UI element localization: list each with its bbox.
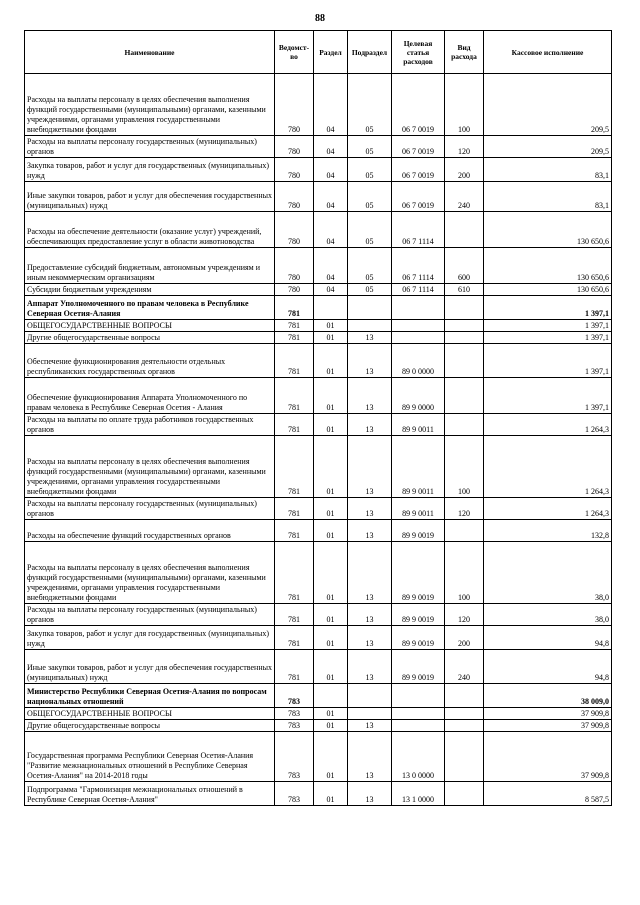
- cell-amount: 37 909,8: [484, 720, 612, 732]
- cell-target: [392, 296, 445, 320]
- cell-subsection: 13: [348, 626, 392, 650]
- cell-type: 200: [445, 158, 484, 182]
- cell-section: 01: [314, 414, 348, 436]
- table-row: [25, 284, 612, 296]
- cell-section: 01: [314, 720, 348, 732]
- cell-target: 06 7 0019: [392, 158, 445, 182]
- cell-amount: 37 909,8: [484, 708, 612, 720]
- cell-section: 04: [314, 74, 348, 136]
- cell-subsection: 05: [348, 212, 392, 248]
- budget-execution-table: [24, 30, 612, 806]
- cell-dept: 780: [275, 248, 314, 284]
- cell-type: [445, 332, 484, 344]
- cell-amount: 130 650,6: [484, 248, 612, 284]
- cell-amount: 1 264,3: [484, 414, 612, 436]
- cell-section: 04: [314, 136, 348, 158]
- cell-name: Аппарат Уполномоченного по правам человека в Республике Северная Осетия-Алания: [25, 296, 275, 320]
- cell-subsection: 13: [348, 720, 392, 732]
- cell-target: [392, 708, 445, 720]
- cell-subsection: 13: [348, 436, 392, 498]
- table-row: [25, 378, 612, 414]
- cell-name: Расходы на выплаты персоналу государственных (муниципальных) органов: [25, 498, 275, 520]
- cell-section: 01: [314, 732, 348, 782]
- cell-subsection: 13: [348, 520, 392, 542]
- cell-name: Подпрограмма "Гармонизация межнациональных отношений в Республике Северная Осетия-Алания": [25, 782, 275, 806]
- cell-section: [314, 296, 348, 320]
- table-row: [25, 414, 612, 436]
- cell-type: 610: [445, 284, 484, 296]
- cell-dept: 781: [275, 498, 314, 520]
- header-target: Целевая статья расходов: [392, 31, 445, 74]
- cell-amount: 1 397,1: [484, 296, 612, 320]
- cell-subsection: 13: [348, 650, 392, 684]
- cell-section: 04: [314, 248, 348, 284]
- cell-target: [392, 720, 445, 732]
- cell-amount: 1 397,1: [484, 344, 612, 378]
- cell-section: 01: [314, 708, 348, 720]
- cell-dept: 781: [275, 650, 314, 684]
- cell-name: Другие общегосударственные вопросы: [25, 332, 275, 344]
- cell-amount: 1 397,1: [484, 320, 612, 332]
- cell-amount: 38 009,0: [484, 684, 612, 708]
- cell-section: 01: [314, 520, 348, 542]
- cell-type: [445, 732, 484, 782]
- cell-subsection: 05: [348, 248, 392, 284]
- cell-amount: 130 650,6: [484, 284, 612, 296]
- cell-dept: 781: [275, 332, 314, 344]
- table-row: [25, 498, 612, 520]
- cell-dept: 780: [275, 158, 314, 182]
- cell-section: 01: [314, 782, 348, 806]
- cell-target: 06 7 0019: [392, 182, 445, 212]
- table-row: [25, 720, 612, 732]
- cell-dept: 783: [275, 720, 314, 732]
- cell-type: 240: [445, 182, 484, 212]
- cell-subsection: [348, 684, 392, 708]
- cell-target: 89 9 0019: [392, 626, 445, 650]
- cell-name: ОБЩЕГОСУДАРСТВЕННЫЕ ВОПРОСЫ: [25, 320, 275, 332]
- cell-target: 89 9 0011: [392, 498, 445, 520]
- cell-subsection: 13: [348, 782, 392, 806]
- cell-type: [445, 212, 484, 248]
- table-row: [25, 650, 612, 684]
- cell-amount: 209,5: [484, 74, 612, 136]
- cell-target: 89 9 0011: [392, 436, 445, 498]
- cell-section: 01: [314, 650, 348, 684]
- cell-type: 200: [445, 626, 484, 650]
- header-name: Наименование: [25, 31, 275, 74]
- cell-dept: 781: [275, 414, 314, 436]
- cell-name: Государственная программа Республики Северная Осетия-Алания "Развитие межнациональных отношений в Республике Северная Осетия-Алания" на 2014-2018 годы: [25, 732, 275, 782]
- cell-amount: 38,0: [484, 542, 612, 604]
- cell-target: 13 0 0000: [392, 732, 445, 782]
- cell-name: Расходы на выплаты персоналу в целях обеспечения выполнения функций государственными (муниципальными) органами, казенными учреждениями, органами управления государственными внебюджетными фондами: [25, 436, 275, 498]
- cell-subsection: 05: [348, 74, 392, 136]
- table-row: [25, 542, 612, 604]
- table-row: [25, 182, 612, 212]
- cell-dept: 781: [275, 378, 314, 414]
- cell-name: ОБЩЕГОСУДАРСТВЕННЫЕ ВОПРОСЫ: [25, 708, 275, 720]
- cell-type: 240: [445, 650, 484, 684]
- cell-section: 04: [314, 182, 348, 212]
- cell-dept: 781: [275, 344, 314, 378]
- cell-name: Министерство Республики Северная Осетия-Алания по вопросам национальных отношений: [25, 684, 275, 708]
- cell-name: Субсидии бюджетным учреждениям: [25, 284, 275, 296]
- table-row: [25, 332, 612, 344]
- cell-dept: 781: [275, 320, 314, 332]
- table-row: [25, 604, 612, 626]
- cell-type: [445, 520, 484, 542]
- cell-subsection: 13: [348, 378, 392, 414]
- cell-name: Расходы на обеспечение функций государственных органов: [25, 520, 275, 542]
- cell-name: Расходы на обеспечение деятельности (оказание услуг) учреждений, обеспечивающих предоставление услуг в области животноводства: [25, 212, 275, 248]
- cell-dept: 781: [275, 436, 314, 498]
- header-dept: Ведомст-во: [275, 31, 314, 74]
- cell-target: 06 7 1114: [392, 284, 445, 296]
- cell-type: [445, 344, 484, 378]
- cell-dept: 780: [275, 74, 314, 136]
- header-amount: Кассовое исполнение: [484, 31, 612, 74]
- cell-target: 06 7 0019: [392, 74, 445, 136]
- cell-subsection: 05: [348, 136, 392, 158]
- cell-name: Расходы на выплаты персоналу в целях обеспечения выполнения функций государственными (муниципальными) органами, казенными учреждениями, органами управления государственными внебюджетными фондами: [25, 74, 275, 136]
- cell-target: [392, 332, 445, 344]
- header-type: Вид расхода: [445, 31, 484, 74]
- cell-subsection: 13: [348, 542, 392, 604]
- table-body: [25, 74, 612, 806]
- cell-name: Другие общегосударственные вопросы: [25, 720, 275, 732]
- cell-target: 89 0 0000: [392, 344, 445, 378]
- cell-amount: 94,8: [484, 650, 612, 684]
- cell-target: 06 7 1114: [392, 248, 445, 284]
- cell-subsection: 13: [348, 344, 392, 378]
- cell-name: Расходы на выплаты персоналу государственных (муниципальных) органов: [25, 604, 275, 626]
- cell-amount: 209,5: [484, 136, 612, 158]
- table-row: [25, 344, 612, 378]
- cell-type: [445, 782, 484, 806]
- cell-type: [445, 414, 484, 436]
- cell-section: 01: [314, 344, 348, 378]
- cell-name: Расходы на выплаты по оплате труда работников государственных органов: [25, 414, 275, 436]
- page-number: 88: [315, 13, 325, 24]
- cell-subsection: 05: [348, 284, 392, 296]
- table-row: [25, 74, 612, 136]
- cell-type: 120: [445, 604, 484, 626]
- cell-name: Расходы на выплаты персоналу в целях обеспечения выполнения функций государственными (муниципальными) органами, казенными учреждениями, органами управления государственными внебюджетными фондами: [25, 542, 275, 604]
- cell-dept: 783: [275, 782, 314, 806]
- cell-subsection: 05: [348, 182, 392, 212]
- table-row: [25, 436, 612, 498]
- cell-target: 89 9 0019: [392, 520, 445, 542]
- cell-target: 06 7 1114: [392, 212, 445, 248]
- table-row: [25, 684, 612, 708]
- cell-target: 89 9 0019: [392, 542, 445, 604]
- cell-name: Предоставление субсидий бюджетным, автономным учреждениям и иным некоммерческим организациям: [25, 248, 275, 284]
- cell-target: 13 1 0000: [392, 782, 445, 806]
- header-section: Раздел: [314, 31, 348, 74]
- cell-target: 89 9 0019: [392, 604, 445, 626]
- cell-type: [445, 684, 484, 708]
- table-row: [25, 136, 612, 158]
- cell-name: Расходы на выплаты персоналу государственных (муниципальных) органов: [25, 136, 275, 158]
- table-row: [25, 732, 612, 782]
- cell-dept: 781: [275, 542, 314, 604]
- table-row: [25, 708, 612, 720]
- cell-section: [314, 684, 348, 708]
- cell-subsection: 13: [348, 332, 392, 344]
- cell-subsection: 13: [348, 414, 392, 436]
- cell-amount: 1 264,3: [484, 498, 612, 520]
- cell-section: 04: [314, 284, 348, 296]
- cell-target: 89 9 0019: [392, 650, 445, 684]
- cell-target: 06 7 0019: [392, 136, 445, 158]
- cell-amount: 37 909,8: [484, 732, 612, 782]
- cell-type: 100: [445, 436, 484, 498]
- cell-dept: 783: [275, 732, 314, 782]
- cell-section: 01: [314, 542, 348, 604]
- cell-dept: 780: [275, 284, 314, 296]
- cell-dept: 780: [275, 212, 314, 248]
- cell-type: [445, 320, 484, 332]
- cell-subsection: [348, 320, 392, 332]
- table-header-row: [25, 31, 612, 74]
- cell-amount: 130 650,6: [484, 212, 612, 248]
- cell-name: Обеспечение функционирования Аппарата Уполномоченного по правам человека в Республике Северная Осетия - Алания: [25, 378, 275, 414]
- cell-dept: 781: [275, 296, 314, 320]
- cell-amount: 94,8: [484, 626, 612, 650]
- cell-type: 100: [445, 542, 484, 604]
- cell-section: 01: [314, 320, 348, 332]
- cell-name: Закупка товаров, работ и услуг для государственных (муниципальных) нужд: [25, 626, 275, 650]
- cell-section: 01: [314, 332, 348, 344]
- table-row: [25, 212, 612, 248]
- cell-dept: 783: [275, 684, 314, 708]
- cell-type: 120: [445, 136, 484, 158]
- cell-subsection: 05: [348, 158, 392, 182]
- cell-subsection: 13: [348, 498, 392, 520]
- cell-dept: 781: [275, 626, 314, 650]
- table-row: [25, 296, 612, 320]
- table-row: [25, 158, 612, 182]
- cell-amount: 8 587,5: [484, 782, 612, 806]
- cell-name: Иные закупки товаров, работ и услуг для обеспечения государственных (муниципальных) нужд: [25, 650, 275, 684]
- cell-subsection: [348, 708, 392, 720]
- cell-section: 01: [314, 436, 348, 498]
- cell-type: [445, 720, 484, 732]
- cell-dept: 780: [275, 182, 314, 212]
- cell-name: Обеспечение функционирования деятельности отдельных республиканских государственных органов: [25, 344, 275, 378]
- table-row: [25, 248, 612, 284]
- cell-amount: 38,0: [484, 604, 612, 626]
- cell-section: 01: [314, 604, 348, 626]
- table-row: [25, 626, 612, 650]
- cell-type: 100: [445, 74, 484, 136]
- cell-section: 01: [314, 498, 348, 520]
- cell-section: 01: [314, 378, 348, 414]
- table-row: [25, 520, 612, 542]
- cell-dept: 783: [275, 708, 314, 720]
- cell-subsection: [348, 296, 392, 320]
- cell-section: 04: [314, 158, 348, 182]
- cell-section: 01: [314, 626, 348, 650]
- cell-amount: 132,8: [484, 520, 612, 542]
- cell-type: 120: [445, 498, 484, 520]
- cell-target: [392, 320, 445, 332]
- cell-type: [445, 708, 484, 720]
- cell-subsection: 13: [348, 604, 392, 626]
- cell-dept: 781: [275, 604, 314, 626]
- cell-dept: 780: [275, 136, 314, 158]
- cell-target: 89 9 0011: [392, 414, 445, 436]
- header-subsection: Подраздел: [348, 31, 392, 74]
- cell-target: 89 9 0000: [392, 378, 445, 414]
- cell-name: Закупка товаров, работ и услуг для государственных (муниципальных) нужд: [25, 158, 275, 182]
- cell-type: [445, 296, 484, 320]
- cell-name: Иные закупки товаров, работ и услуг для обеспечения государственных (муниципальных) нужд: [25, 182, 275, 212]
- cell-amount: 1 397,1: [484, 332, 612, 344]
- table-row: [25, 782, 612, 806]
- cell-type: [445, 378, 484, 414]
- cell-section: 04: [314, 212, 348, 248]
- cell-amount: 1 397,1: [484, 378, 612, 414]
- cell-type: 600: [445, 248, 484, 284]
- cell-amount: 1 264,3: [484, 436, 612, 498]
- cell-amount: 83,1: [484, 182, 612, 212]
- cell-subsection: 13: [348, 732, 392, 782]
- cell-amount: 83,1: [484, 158, 612, 182]
- cell-dept: 781: [275, 520, 314, 542]
- cell-target: [392, 684, 445, 708]
- table-row: [25, 320, 612, 332]
